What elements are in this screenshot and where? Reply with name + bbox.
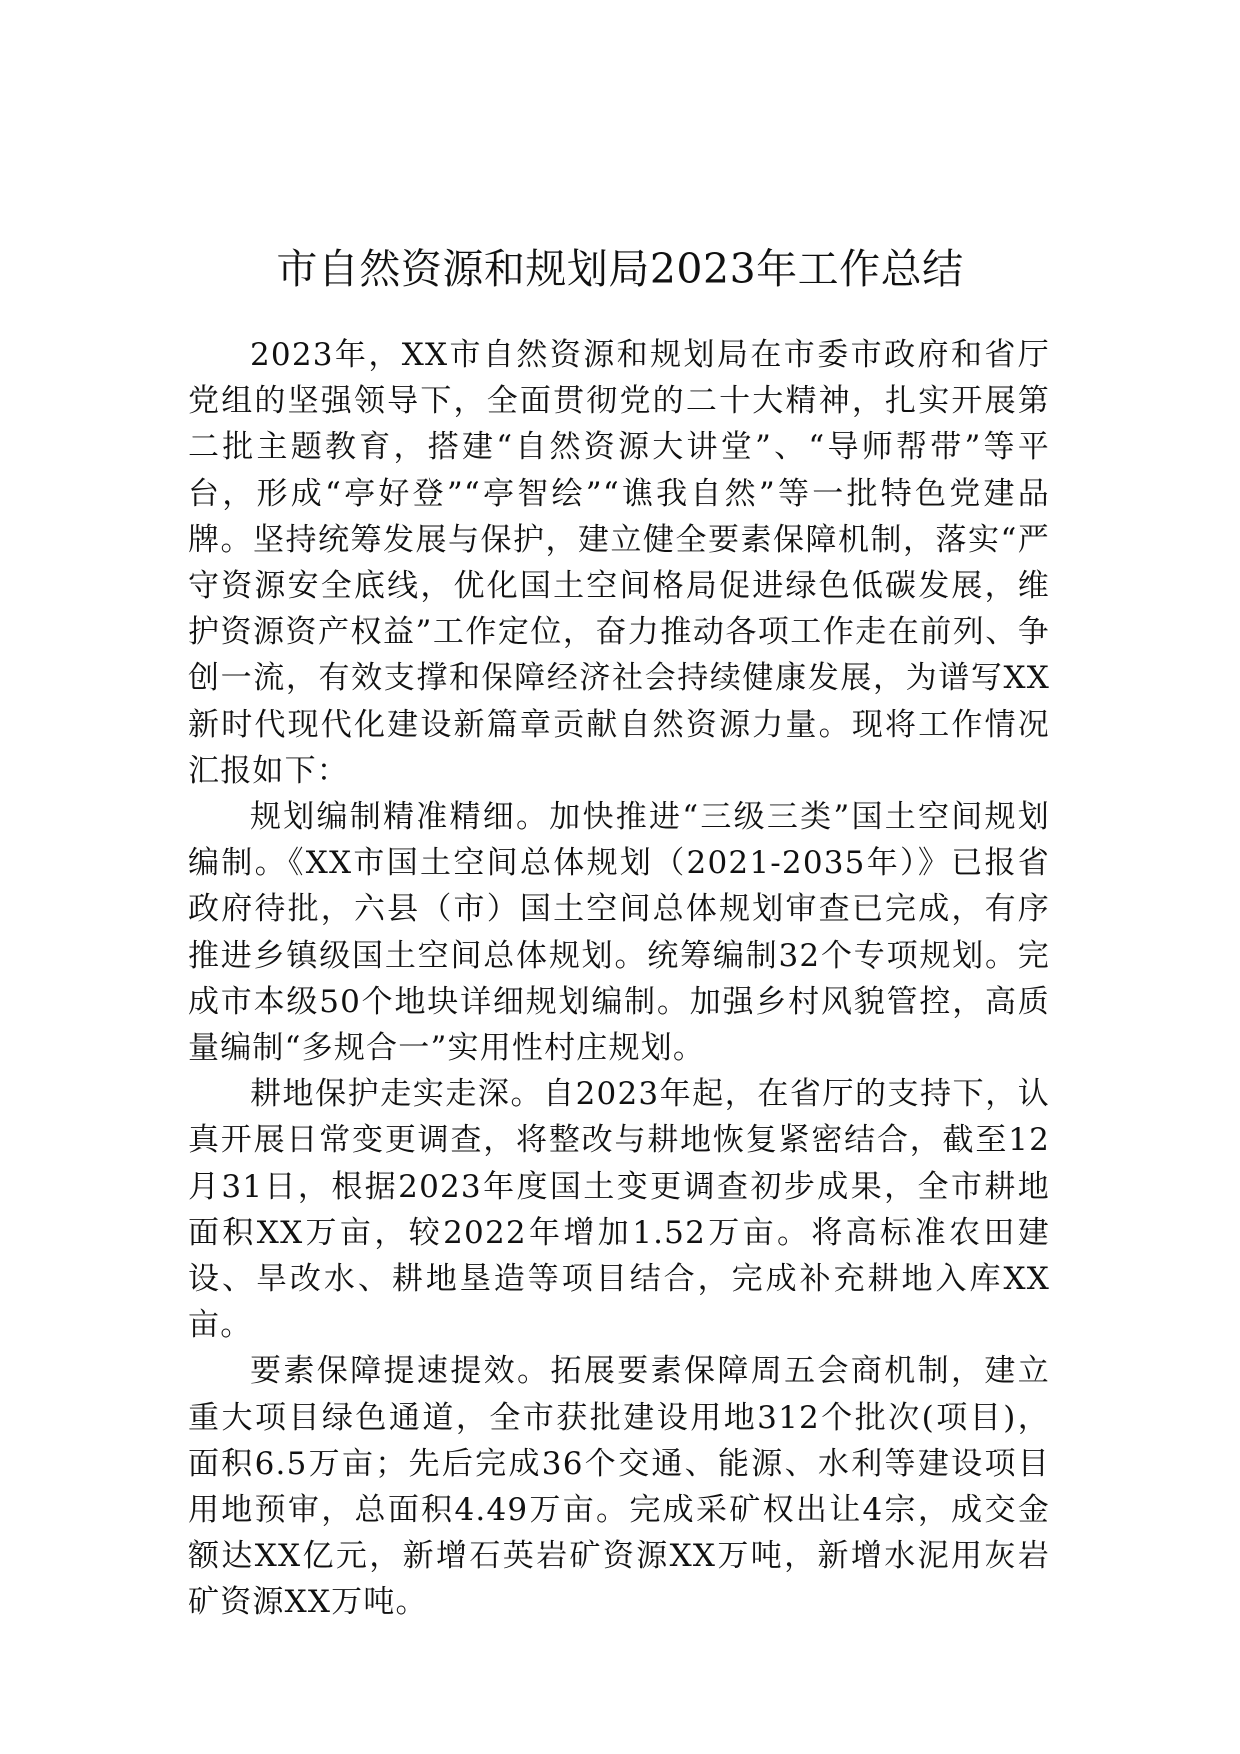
paragraph-farmland-protection: 耕地保护走实走深。自2023年起，在省厅的支持下，认真开展日常变更调查，将整改与耕地恢复紧密结合，截至12月31日，根据2023年度国土变更调查初步成果，全市耕地面积XX万亩，较2022年增加1.52万亩。将高标准农田建设、旱改水、耕地垦造等项目结合，完成补充耕地入库XX亩。 [188,1076,1050,1344]
document-title: 市自然资源和规划局2023年工作总结 [276,245,964,294]
document-body [188,332,1050,1626]
paragraph-intro: 2023年，XX市自然资源和规划局在市委市政府和省厅党组的坚强领导下，全面贯彻党的二十大精神，扎实开展第二批主题教育，搭建“自然资源大讲堂”、“导师帮带”等平台，形成“亭好登”“亭智绘”“谯我自然”等一批特色党建品牌。坚持统筹发展与保护，建立健全要素保障机制，落实“严守资源安全底线，优化国土空间格局促进绿色低碳发展，维护资源资产权益”工作定位，奋力推动各项工作走在前列、争创一流，有效支撑和保障经济社会持续健康发展，为谱写XX新时代现代化建设新篇章贡献自然资源力量。现将工作情况汇报如下： [188,337,1050,789]
paragraph-factor-guarantee: 要素保障提速提效。拓展要素保障周五会商机制，建立重大项目绿色通道，全市获批建设用地312个批次(项目)，面积6.5万亩；先后完成36个交通、能源、水利等建设项目用地预审，总面积4.49万亩。完成采矿权出让4宗，成交金额达XX亿元，新增石英岩矿资源XX万吨，新增水泥用灰岩矿资源XX万吨。 [188,1353,1050,1621]
paragraph-planning: 规划编制精准精细。加快推进“三级三类”国土空间规划编制。《XX市国土空间总体规划（2021-2035年）》已报省政府待批，六县（市）国土空间总体规划审查已完成，有序推进乡镇级国土空间总体规划。统筹编制32个专项规划。完成市本级50个地块详细规划编制。加强乡村风貌管控，高质量编制“多规合一”实用性村庄规划。 [188,799,1050,1067]
